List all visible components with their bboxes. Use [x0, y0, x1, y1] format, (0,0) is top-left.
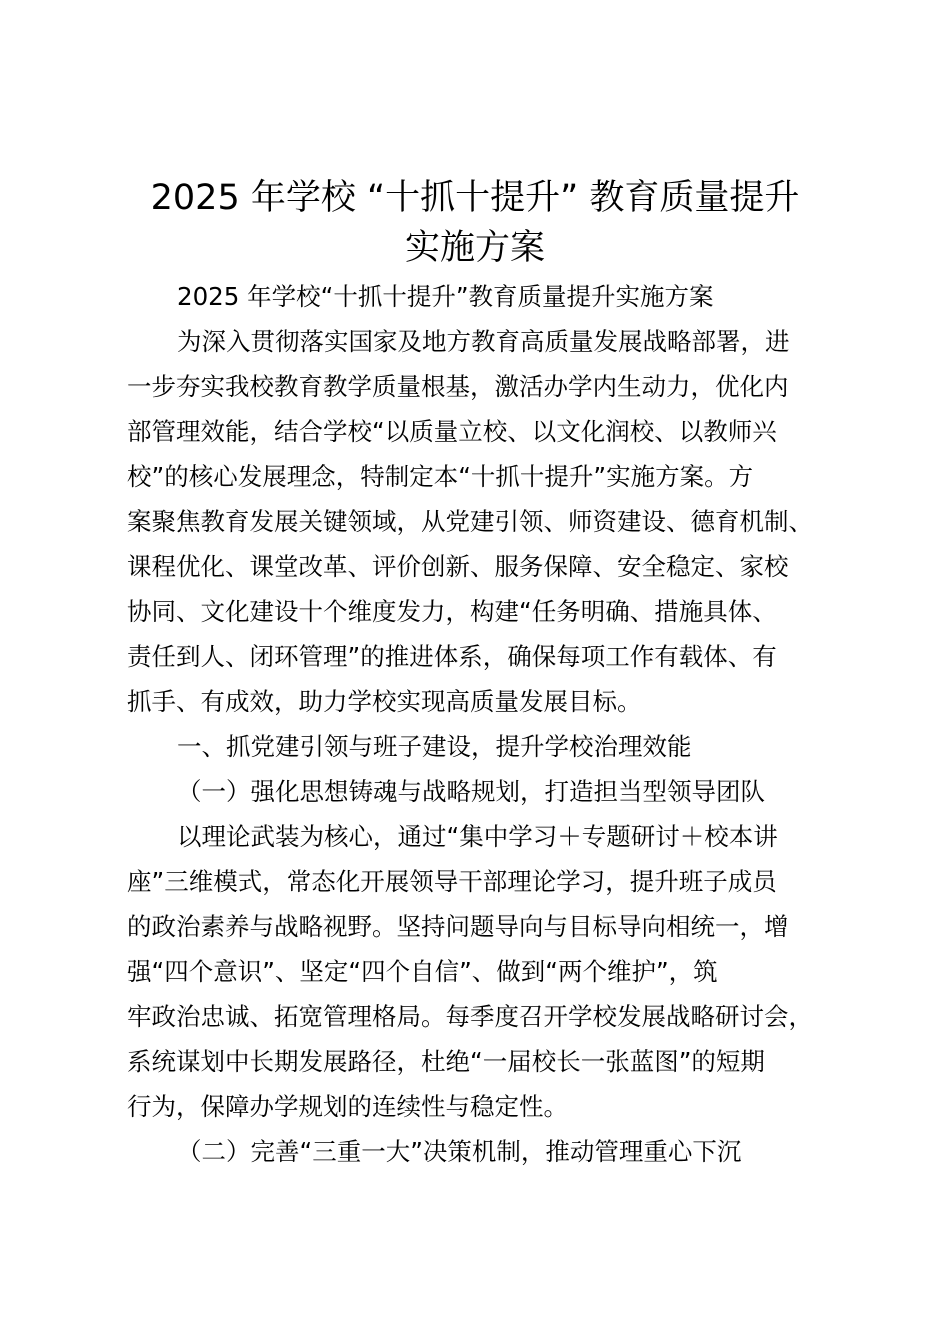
paragraph-line: 牢政治忠诚、拓宽管理格局。每季度召开学校发展战略研讨会，: [127, 1002, 813, 1031]
paragraph-line: 的政治素养与战略视野。坚持问题导向与目标导向相统一，增: [127, 912, 789, 941]
paragraph-line: 抓手、有成效，助力学校实现高质量发展目标。: [127, 687, 642, 716]
paragraph-line: 一步夯实我校教育教学质量根基，激活办学内生动力，优化内: [127, 372, 789, 401]
paragraph-line: 责任到人、闭环管理”的推进体系，确保每项工作有载体、有: [127, 642, 777, 671]
paragraph-line: 行为，保障办学规划的连续性与稳定性。: [127, 1092, 568, 1121]
paragraph-line: 校”的核心发展理念，特制定本“十抓十提升”实施方案。方: [127, 462, 754, 491]
subtitle-line: 2025 年学校“十抓十提升”教育质量提升实施方案: [177, 282, 714, 311]
paragraph-line: 以理论武装为核心，通过“集中学习＋专题研讨＋校本讲: [177, 822, 778, 851]
paragraph-line: 协同、文化建设十个维度发力，构建“任务明确、措施具体、: [127, 597, 777, 626]
paragraph-line: 部管理效能，结合学校“以质量立校、以文化润校、以教师兴: [127, 417, 777, 446]
document-title-line-1: 2025 年学校 “十抓十提升” 教育质量提升: [150, 178, 800, 218]
section-heading: 一、抓党建引领与班子建设，提升学校治理效能: [177, 732, 692, 761]
paragraph-line: 案聚焦教育发展关键领域，从党建引领、师资建设、德育机制、: [127, 507, 813, 536]
paragraph-line: 系统谋划中长期发展路径，杜绝“一届校长一张蓝图”的短期: [127, 1047, 765, 1076]
document-title-line-2: 实施方案: [404, 228, 545, 268]
paragraph-line: 座”三维模式，常态化开展领导干部理论学习，提升班子成员: [127, 867, 777, 896]
paragraph-line: 为深入贯彻落实国家及地方教育高质量发展战略部署，进: [177, 327, 790, 356]
paragraph-line: 课程优化、课堂改革、评价创新、服务保障、安全稳定、家校: [127, 552, 789, 581]
paragraph-line: 强“四个意识”、坚定“四个自信”、做到“两个维护”，筑: [127, 957, 718, 986]
subsection-heading: （二）完善“三重一大”决策机制，推动管理重心下沉: [177, 1137, 742, 1166]
subsection-heading: （一）强化思想铸魂与战略规划，打造担当型领导团队: [177, 777, 765, 806]
